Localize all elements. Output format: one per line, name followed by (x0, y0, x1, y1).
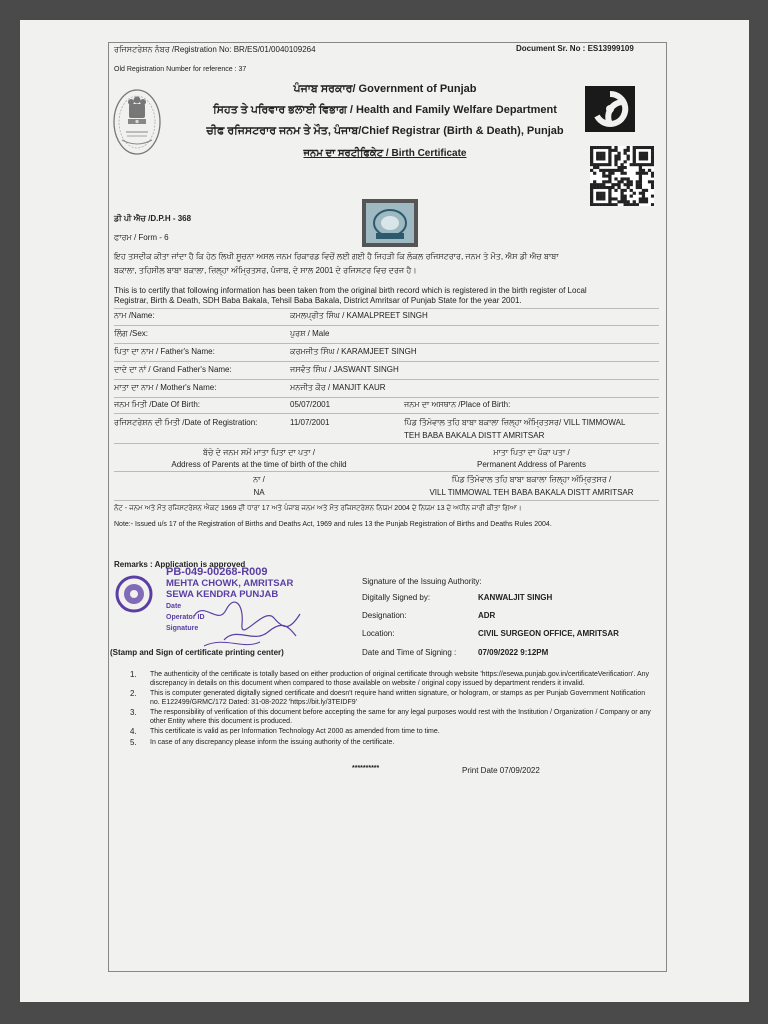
sewa-kendra-seal-icon (114, 574, 154, 614)
stamp-center-code: PB-049-00268-R009 (166, 566, 268, 578)
name-value: ਕਮਲਪ੍ਰੀਤ ਸਿੰਘ / KAMALPREET SINGH (290, 311, 428, 320)
header-department: ਸਿਹਤ ਤੇ ਪਰਿਵਾਰ ਭਲਾਈ ਵਿਭਾਗ / Health and Family Welfare Department (213, 104, 557, 116)
birth-address-value: NA (253, 488, 265, 497)
location-label: Location: (362, 629, 395, 638)
document-serial-number: Document Sr. No : ES13999109 (516, 44, 634, 53)
registration-date-value: 11/07/2001 (290, 418, 330, 427)
stamp-kendra: SEWA KENDRA PUNJAB (166, 589, 279, 600)
mother-name-value: ਮਨਜੀਤ ਕੌਰ / MANJIT KAUR (290, 383, 386, 392)
hologram-seal-icon (362, 199, 418, 247)
place-of-birth-value-line-2: TEH BABA BAKALA DISTT AMRITSAR (404, 431, 545, 440)
stamp-location: MEHTA CHOWK, AMRITSAR (166, 578, 294, 589)
registration-number: ਰਜਿਸਟਰੇਸ਼ਨ ਨੰਬਰ /Registration No: BR/ES/01/0040109264 (114, 45, 316, 54)
date-of-birth-value: 05/07/2001 (290, 400, 331, 409)
form-number: ਫਾਰਮ / Form - 6 (114, 233, 169, 242)
footnote-item: 1. The authenticity of the certificate is totally based on either production of original certificate through website 'https://esewa.punjab.gov.in/certificateVerification'. Any discrepancy in details on this document when compared to those available on website / original copy issued by department renders it invalid. (130, 670, 650, 687)
father-name-value: ਕਰਮਜੀਤ ਸਿੰਘ / KARAMJEET SINGH (290, 347, 417, 356)
grandfather-name-label: ਦਾਦੇ ਦਾ ਨਾਂ / Grand Father's Name: (114, 365, 232, 374)
birth-address-label-english: Address of Parents at the time of birth of the child (171, 460, 347, 469)
footnote-item: 4. This certificate is valid as per Information Technology Act 2000 as amended from time to time. (130, 727, 440, 736)
mother-name-label: ਮਾਤਾ ਦਾ ਨਾਮ / Mother's Name: (114, 383, 217, 392)
department-logo-icon (585, 86, 635, 132)
intro-english-line-1: This is to certify that following information has been taken from the original birth record which is registered in the birth register of Local (114, 286, 587, 295)
footnote-item: 3. The responsibility of verification of this document before accepting the same for any legal purposes would rest with the Institution / Organization / Company or any other Entity where this document is produced. (130, 708, 651, 725)
name-label: ਨਾਮ /Name: (114, 311, 155, 320)
punjab-government-emblem-icon (112, 88, 162, 156)
footnote-item: 5. In case of any discrepancy please inform the issuing authority of the certificate. (130, 737, 395, 747)
stamp-signature-label: Signature (166, 625, 199, 632)
intro-english-line-2: Registrar, Birth & Death, SDH Baba Bakala, Tehsil Baba Bakala, District Amritsar of Punjab State for the year 2001. (114, 296, 522, 305)
place-of-birth-label: ਜਨਮ ਦਾ ਅਸਥਾਨ /Place of Birth: (404, 400, 511, 409)
header-chief-registrar: ਚੀਫ ਰਜਿਸਟਰਾਰ ਜਨਮ ਤੇ ਮੌਤ, ਪੰਜਾਬ/Chief Registrar (Birth & Death), Punjab (206, 125, 564, 137)
grandfather-name-value: ਜਸਵੰਤ ਸਿੰਘ / JASWANT SINGH (290, 365, 399, 374)
place-of-birth-value-line-1: ਪਿੰਡ ਤਿੰਮੋਵਾਲ ਤਹਿ ਬਾਬਾ ਬਕਾਲਾ ਜ਼ਿਲ੍ਹਾ ਅੰਮ੍ਰਿਤਸਰ/ VILL TIMMOWAL (404, 418, 626, 427)
intro-punjabi-line-2: ਬਕਾਲਾ, ਤਹਿਸੀਲ ਬਾਬਾ ਬਕਾਲਾ, ਜ਼ਿਲ੍ਹਾ ਅੰਮ੍ਰਿਤਸਰ, ਪੰਜਾਬ, ਦੇ ਸਾਲ 2001 ਦੇ ਰਜਿਸਟਰ ਵਿਚ ਦਰਜ ਹੈ। (114, 266, 417, 275)
remarks-text: Remarks : Application is approved (114, 560, 246, 569)
stamp-operator-label: Operator ID (166, 614, 205, 621)
footnotes-list (130, 671, 655, 749)
verification-qr-code-icon (590, 146, 654, 206)
dph-number: ਡੀ ਪੀ ਐਚ /D.P.H - 368 (114, 214, 192, 223)
header-government: ਪੰਜਾਬ ਸਰਕਾਰ/ Government of Punjab (293, 83, 477, 95)
designation-value: ADR (478, 611, 496, 620)
permanent-address-label-english: Permanent Address of Parents (477, 460, 586, 469)
stamp-caption: (Stamp and Sign of certificate printing center) (110, 648, 284, 657)
certificate-title: ਜਨਮ ਦਾ ਸਰਟੀਫਿਕੇਟ / Birth Certificate (303, 148, 467, 159)
note-punjabi: ਨੋਟ - ਜਨਮ ਅਤੇ ਮੌਤ ਰਜਿਸਟਰੇਸ਼ਨ ਐਕਟ 1969 ਦੀ ਧਾਰਾ 17 ਅਤੇ ਪੰਜਾਬ ਜਨਮ ਅਤੇ ਮੌਤ ਰਜਿਸਟਰੇਸ਼ਨ ਨਿਯਮ 2004 ਦੇ ਨਿਯਮ 13 ਦੇ ਅਧੀਨ ਜਾਰੀ ਕੀਤਾ ਗਿਆ। (114, 505, 522, 512)
printing-center-stamp (114, 560, 309, 652)
signing-time-value: 07/09/2022 9:12PM (478, 648, 549, 657)
permanent-address-value-punjabi: ਪਿੰਡ ਤਿੰਮੋਵਾਲ ਤਹਿ ਬਾਬਾ ਬਕਾਲਾ ਜ਼ਿਲ੍ਹਾ ਅੰਮ੍ਰਿਤਸਰ / (451, 475, 612, 484)
stamp-date-label: Date (166, 603, 182, 610)
print-date: Print Date 07/09/2022 (462, 766, 540, 775)
permanent-address-value: VILL TIMMOWAL TEH BABA BAKALA DISTT AMRITSAR (429, 488, 634, 497)
end-marker: ********** (352, 765, 380, 772)
sex-value: ਪੁਰਸ਼ / Male (290, 329, 330, 338)
location-value: CIVIL SURGEON OFFICE, AMRITSAR (478, 629, 619, 638)
issuing-authority-heading: Signature of the Issuing Authority: (362, 577, 482, 586)
intro-punjabi-line-1: ਇਹ ਤਸਦੀਕ ਕੀਤਾ ਜਾਂਦਾ ਹੈ ਕਿ ਹੇਠ ਲਿਖੀ ਸੂਚਨਾ ਅਸਲ ਜਨਮ ਰਿਕਾਰਡ ਵਿਚੋਂ ਲਈ ਗਈ ਹੈ ਜਿਹੜੀ ਕਿ ਲੋਕਲ ਰਜਿਸਟਰਾਰ, ਜਨਮ ਤੇ ਮੌਤ, ਐਸ ਡੀ ਐਚ ਬਾਬਾ (114, 252, 559, 261)
sex-label: ਲਿੰਗ /Sex: (114, 329, 149, 338)
old-registration-number: Old Registration Number for reference : 37 (114, 66, 247, 73)
footnote-item: 2. This is computer generated digitally signed certificate and doesn't require hand written signature, or hologram, or stamps as per Punjab Government Notification no. E122499/GRMC/172 Dated: 31-08-2022 'https://bit.ly/3TEIDF9' (130, 689, 646, 706)
birth-address-value-punjabi: ਨਾ / (253, 475, 265, 484)
father-name-label: ਪਿਤਾ ਦਾ ਨਾਮ / Father's Name: (114, 347, 215, 356)
signed-by-label: Digitally Signed by: (362, 593, 431, 602)
signing-time-label: Date and Time of Signing : (362, 648, 457, 657)
designation-label: Designation: (362, 611, 407, 620)
permanent-address-label-punjabi: ਮਾਤਾ ਪਿਤਾ ਦਾ ਪੱਕਾ ਪਤਾ / (493, 448, 570, 457)
registration-date-label: ਰਜਿਸਟਰੇਸ਼ਨ ਦੀ ਮਿਤੀ /Date of Registration: (114, 418, 258, 427)
handwritten-signature-icon (184, 596, 304, 652)
signed-by-value: KANWALJIT SINGH (478, 593, 553, 602)
birth-address-label-punjabi: ਬੱਚੇ ਦੇ ਜਨਮ ਸਮੇਂ ਮਾਤਾ ਪਿਤਾ ਦਾ ਪਤਾ / (202, 448, 316, 457)
date-of-birth-label: ਜਨਮ ਮਿਤੀ /Date Of Birth: (114, 400, 200, 409)
note-english: Note:- Issued u/s 17 of the Registration of Births and Deaths Act, 1969 and rules 13 the Punjab Registration of Births and Deaths Rules 2004. (114, 521, 552, 528)
